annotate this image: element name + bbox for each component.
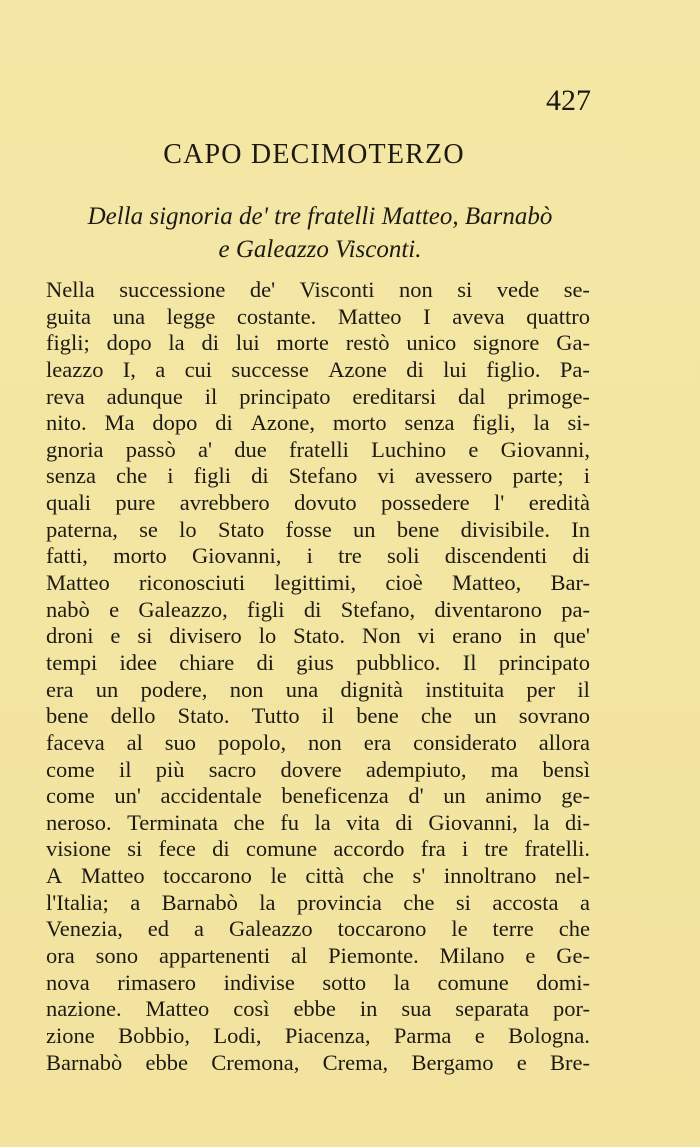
text-word: nito. — [46, 410, 87, 436]
text-word: I, — [122, 356, 136, 382]
text-word: Barnabò — [46, 1049, 123, 1075]
text-word: non — [229, 676, 264, 702]
text-word: diventarono — [434, 596, 542, 622]
text-line — [46, 730, 590, 757]
text-word: Stato — [217, 516, 265, 542]
text-word: sovrano — [518, 703, 590, 729]
text-word: leazzo — [46, 356, 104, 382]
text-word: gius — [296, 649, 334, 675]
text-line — [46, 1050, 590, 1077]
text-line — [46, 384, 590, 411]
text-word: terre — [492, 916, 534, 942]
text-word: nabò — [46, 596, 90, 622]
text-word: divisibile. — [460, 516, 550, 542]
text-word: a — [579, 889, 590, 915]
text-word: di- — [565, 809, 590, 835]
text-word: legittimi, — [274, 570, 357, 596]
text-word: si — [127, 836, 143, 862]
text-word: a — [130, 889, 141, 915]
text-word: e — [474, 1022, 485, 1048]
text-word: appartenenti — [158, 943, 271, 969]
text-word: d' — [408, 783, 424, 809]
text-word: ma — [490, 756, 519, 782]
text-word: i — [306, 543, 313, 569]
text-word: Galeazzo, — [138, 596, 228, 622]
text-word: In — [571, 516, 590, 542]
text-word: tre — [484, 836, 509, 862]
text-word: una — [285, 676, 319, 702]
text-word: Azone — [328, 356, 387, 382]
text-word: al — [290, 943, 308, 969]
text-word: Stato. — [293, 623, 346, 649]
text-word: l' — [494, 490, 505, 516]
text-word: restò — [345, 330, 390, 356]
subtitle-line: e Galeazzo Visconti. — [218, 236, 422, 263]
text-word: Milano — [439, 943, 505, 969]
text-line — [46, 277, 590, 304]
text-word: Pa- — [559, 356, 590, 382]
text-word: un — [443, 783, 466, 809]
text-word: si — [457, 277, 473, 302]
text-line — [46, 597, 590, 624]
text-word: era — [363, 729, 392, 755]
text-word: in — [359, 996, 378, 1022]
text-word: ora — [46, 943, 75, 969]
text-word: a — [155, 356, 166, 382]
text-word: visione — [46, 836, 111, 862]
text-word: Bergamo — [411, 1049, 494, 1075]
text-word: cioè — [385, 570, 423, 596]
text-line — [46, 463, 590, 490]
text-word: se- — [563, 277, 590, 302]
text-line — [46, 757, 590, 784]
text-word: s' — [412, 863, 426, 889]
page-number: 427 — [546, 84, 591, 117]
text-word: Giovanni, — [500, 436, 590, 462]
text-word: di — [215, 410, 233, 436]
text-line — [46, 410, 590, 437]
text-word: Non — [361, 623, 401, 649]
text-word: più — [155, 756, 185, 782]
text-word: nel- — [554, 863, 590, 889]
text-word: Galeazzo — [228, 916, 313, 942]
text-word: morte — [276, 330, 329, 356]
text-word: sacro — [208, 756, 257, 782]
text-word: passò — [125, 436, 176, 462]
text-word: la — [168, 330, 185, 356]
text-word: Bologna. — [508, 1022, 590, 1048]
text-word: paterna, — [46, 516, 118, 542]
text-word: ereditarsi — [352, 383, 437, 409]
text-word: erano — [452, 623, 503, 649]
text-word: quali — [46, 490, 91, 516]
text-line — [46, 1023, 590, 1050]
text-word: Matteo — [46, 570, 110, 596]
text-word: Tutto — [251, 703, 300, 729]
text-word: aveva — [452, 303, 505, 329]
text-word: Giovanni, — [192, 543, 282, 569]
text-word: Ma — [104, 410, 135, 436]
text-word: Matteo — [80, 863, 145, 889]
text-word: come — [46, 756, 95, 782]
text-word: beneficenza — [281, 783, 389, 809]
text-word: di — [201, 330, 219, 356]
text-word: senza — [404, 410, 455, 436]
text-word: Luchino — [371, 436, 447, 462]
text-word: rimasero — [117, 969, 197, 995]
text-word: Piemonte. — [328, 943, 419, 969]
text-word: dal — [458, 383, 486, 409]
text-word: guita — [46, 303, 91, 329]
text-word: fratelli. — [524, 836, 590, 862]
text-word: I — [423, 303, 431, 329]
text-word: lo — [258, 623, 277, 649]
text-word: e — [109, 596, 120, 622]
text-word: animo — [485, 783, 542, 809]
text-word: vita — [346, 809, 380, 835]
text-word: al — [126, 729, 143, 755]
text-word: successe — [231, 356, 309, 382]
text-word: si — [137, 623, 153, 649]
text-word: Bre- — [550, 1049, 590, 1075]
text-word: fosse — [285, 516, 332, 542]
text-word: A — [46, 863, 63, 889]
text-word: principato — [239, 383, 331, 409]
text-word: un — [353, 516, 376, 542]
text-word: di — [406, 356, 424, 382]
text-word: avessero — [414, 463, 493, 489]
text-word: reva — [46, 383, 85, 409]
text-word: Parma — [393, 1022, 452, 1048]
text-word: zione — [46, 1022, 95, 1048]
text-word: possedere — [380, 490, 470, 516]
text-word: la — [259, 889, 276, 915]
text-word: di — [251, 463, 269, 489]
text-word: allora — [538, 729, 590, 755]
text-word: Lodi, — [213, 1022, 262, 1048]
text-line — [46, 890, 590, 917]
text-word: sono — [95, 943, 139, 969]
text-word: provincia — [296, 889, 382, 915]
text-word: le — [270, 863, 287, 889]
text-word: di — [572, 543, 590, 569]
text-word: Bar- — [550, 570, 590, 596]
text-word: legge — [166, 303, 216, 329]
text-word: innoltrano — [443, 863, 537, 889]
text-word: vede — [496, 277, 540, 302]
text-line — [46, 996, 590, 1023]
text-word: a' — [197, 436, 212, 462]
text-word: era — [46, 676, 74, 702]
text-word: pa- — [561, 596, 590, 622]
text-word: fu — [280, 809, 299, 835]
text-word: considerato — [413, 729, 517, 755]
text-word: riconosciuti — [138, 570, 246, 596]
text-line — [46, 330, 590, 357]
text-word: che — [116, 463, 148, 489]
text-word: pure — [115, 490, 156, 516]
text-word: quattro — [526, 303, 590, 329]
text-word: a — [194, 916, 205, 942]
text-word: la — [533, 410, 550, 436]
text-word: non — [308, 729, 342, 755]
text-word: una — [112, 303, 146, 329]
text-word: che — [362, 863, 394, 889]
text-word: parte; — [512, 463, 564, 489]
text-word: vi — [417, 623, 436, 649]
text-word: sua — [401, 996, 432, 1022]
text-word: Matteo — [337, 303, 402, 329]
text-word: accordo — [333, 836, 405, 862]
text-word: che — [420, 703, 453, 729]
text-word: faceva — [46, 729, 105, 755]
text-line — [46, 623, 590, 650]
text-word: Giovanni, — [428, 809, 518, 835]
text-word: città — [305, 863, 345, 889]
text-word: comune — [245, 836, 318, 862]
text-word: che — [233, 809, 265, 835]
text-word: Venezia, — [46, 916, 123, 942]
text-word: lui — [443, 356, 467, 382]
text-word: que' — [553, 623, 590, 649]
text-line — [46, 543, 590, 570]
text-word: si — [455, 889, 471, 915]
text-word: un' — [114, 783, 141, 809]
text-word: domi- — [536, 969, 590, 995]
text-word: suo — [164, 729, 197, 755]
text-word: l'Italia; — [46, 889, 109, 915]
chapter-subtitle — [46, 200, 594, 266]
text-word: Stefano — [288, 463, 358, 489]
text-line — [46, 970, 590, 997]
text-word: vi — [377, 463, 395, 489]
text-word: i — [461, 836, 469, 862]
text-word: che — [558, 916, 590, 942]
text-word: due — [234, 436, 267, 462]
text-word: il — [321, 703, 335, 729]
text-word: fra — [420, 836, 446, 862]
text-line — [46, 517, 590, 544]
text-word: se — [139, 516, 158, 542]
text-word: e — [525, 943, 536, 969]
text-word: Barnabò — [161, 889, 238, 915]
text-word: dopo — [106, 330, 152, 356]
text-line — [46, 570, 590, 597]
text-word: per — [526, 676, 556, 702]
text-word: figlio. — [486, 356, 541, 382]
text-line — [46, 810, 590, 837]
text-word: Piacenza, — [284, 1022, 371, 1048]
text-line — [46, 863, 590, 890]
text-word: adunque — [106, 383, 183, 409]
text-word: morto — [332, 410, 387, 436]
text-line — [46, 677, 590, 704]
text-word: la — [393, 969, 410, 995]
text-word: nova — [46, 969, 90, 995]
text-word: e — [110, 623, 121, 649]
text-word: Stato. — [177, 703, 230, 729]
text-word: chiare — [179, 649, 235, 675]
text-word: divisero — [169, 623, 242, 649]
text-word: pubblico. — [356, 649, 441, 675]
text-word: i — [583, 463, 590, 489]
text-word: successione — [119, 277, 226, 302]
text-word: principato — [498, 649, 590, 675]
text-word: gnoria — [46, 436, 104, 462]
text-word: instituita — [425, 676, 505, 702]
text-line — [46, 783, 590, 810]
text-word: toccarono — [337, 916, 427, 942]
text-word: il — [118, 756, 132, 782]
text-word: eredità — [528, 490, 590, 516]
text-word: bene — [396, 516, 440, 542]
text-word: primoge- — [507, 383, 590, 409]
text-word: de' — [249, 277, 276, 302]
text-word: fatti, — [46, 543, 88, 569]
text-word: di — [303, 596, 322, 622]
text-word: che — [403, 889, 435, 915]
text-word: Matteo — [145, 996, 210, 1022]
text-word: dovuto — [294, 490, 357, 516]
text-word: Stefano, — [340, 596, 416, 622]
text-word: toccarono — [163, 863, 252, 889]
text-word: neroso. — [46, 809, 112, 835]
text-word: si- — [567, 410, 590, 436]
text-word: avrebbero — [179, 490, 270, 516]
text-word: Terminata — [127, 809, 218, 835]
text-word: por- — [552, 996, 590, 1022]
text-word: Nella — [46, 277, 95, 302]
text-word: Cremona, — [211, 1049, 300, 1075]
text-word: unico — [406, 330, 457, 356]
text-word: ge- — [561, 783, 590, 809]
text-word: soli — [387, 543, 420, 569]
text-line — [46, 304, 590, 331]
text-word: dello — [110, 703, 156, 729]
text-word: di — [256, 649, 275, 675]
text-word: accosta — [492, 889, 559, 915]
text-word: in — [518, 623, 537, 649]
text-word: figli — [247, 596, 285, 622]
text-word: morto — [113, 543, 167, 569]
text-word: nazione. — [46, 996, 122, 1022]
text-word: bene — [46, 703, 89, 729]
text-word: fratelli — [288, 436, 349, 462]
text-word: separata — [455, 996, 529, 1022]
text-word: bene — [356, 703, 399, 729]
text-word: tre — [338, 543, 362, 569]
text-line — [46, 703, 590, 730]
text-word: la — [533, 809, 550, 835]
text-word: figli, — [472, 410, 516, 436]
text-line — [46, 437, 590, 464]
text-word: figli; — [46, 330, 90, 356]
text-word: di — [395, 809, 413, 835]
text-word: droni — [46, 623, 94, 649]
text-word: figli — [193, 463, 232, 489]
text-line — [46, 836, 590, 863]
text-word: il — [204, 383, 218, 409]
text-word: lui — [235, 330, 260, 356]
text-word: Crema, — [322, 1049, 389, 1075]
text-word: lo — [179, 516, 197, 542]
text-word: e — [468, 436, 479, 462]
text-word: Il — [462, 649, 477, 675]
text-word: la — [314, 809, 331, 835]
text-word: e — [516, 1049, 527, 1075]
text-word: Ga- — [556, 330, 590, 356]
text-word: comune — [437, 969, 509, 995]
text-word: il — [577, 676, 590, 702]
text-word: Visconti — [299, 277, 375, 302]
text-word: senza — [46, 463, 96, 489]
text-word: indivise — [223, 969, 295, 995]
text-word: accidentale — [160, 783, 262, 809]
text-word: signore — [473, 330, 540, 356]
text-word: tempi — [46, 649, 98, 675]
text-word: i — [167, 463, 174, 489]
text-word: dignità — [340, 676, 404, 702]
text-word: fece — [158, 836, 196, 862]
text-word: ebbe — [293, 996, 336, 1022]
text-word: Matteo, — [451, 570, 522, 596]
text-word: le — [451, 916, 468, 942]
text-word: sotto — [322, 969, 367, 995]
text-word: idee — [119, 649, 157, 675]
text-word: popolo, — [217, 729, 287, 755]
text-word: Ge- — [556, 943, 590, 969]
text-word: podere, — [140, 676, 208, 702]
text-word: Azone, — [250, 410, 316, 436]
text-line — [46, 916, 590, 943]
chapter-text — [46, 277, 590, 1076]
text-word: ed — [147, 916, 170, 942]
text-line — [46, 357, 590, 384]
text-word: un — [474, 703, 497, 729]
text-word: dovere — [280, 756, 342, 782]
text-word: dopo — [152, 410, 198, 436]
text-word: di — [212, 836, 230, 862]
subtitle-line: Della signoria de' tre fratelli Matteo, Barnabò — [87, 203, 553, 230]
chapter-title: CAPO DECIMOTERZO — [163, 139, 465, 170]
text-word: discendenti — [444, 543, 548, 569]
text-word: ebbe — [145, 1049, 188, 1075]
text-word: un — [95, 676, 119, 702]
text-word: bensì — [542, 756, 590, 782]
text-word: costante. — [236, 303, 317, 329]
text-word: come — [46, 783, 95, 809]
text-line — [46, 490, 590, 517]
text-line — [46, 943, 590, 970]
text-word: Bobbio, — [118, 1022, 190, 1048]
text-word: adempiuto, — [365, 756, 467, 782]
text-word: cui — [184, 356, 213, 382]
text-word: così — [233, 996, 270, 1022]
text-line — [46, 650, 590, 677]
text-word: non — [399, 277, 433, 302]
